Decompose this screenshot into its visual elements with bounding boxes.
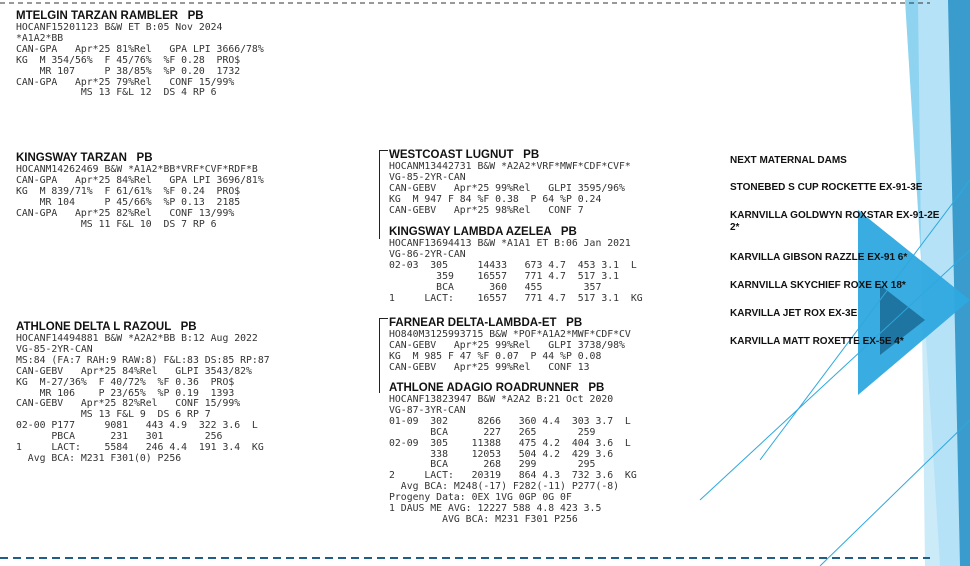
grandsire-line: CAN-GPA Apr*25 82%Rel CONF 13/99%: [16, 207, 235, 219]
pedigree-bracket-maternal: [379, 318, 388, 393]
mgs-sire-line: CAN-GEBV Apr*25 99%Rel GLPI 3738/98%: [389, 339, 625, 351]
pgs-dam-line: BCA 360 455 357: [389, 281, 602, 293]
pgs-dam-name: KINGSWAY LAMBDA AZELEA PB: [389, 226, 577, 238]
sire-line: *A1A2*BB: [16, 32, 64, 44]
sire-line: MR 107 P 38/85% %P 0.20 1732: [16, 65, 241, 77]
sire-block: [16, 9, 264, 99]
mgs-sire-line: CAN-GEBV Apr*25 99%Rel CONF 13: [389, 361, 590, 373]
mgs-sire-name: FARNEAR DELTA-LAMBDA-ET PB: [389, 317, 583, 329]
pgs-sire-line: VG-85-2YR-CAN: [389, 171, 466, 183]
maternal-dam-item: STONEBED S CUP ROCKETTE EX-91-3E: [730, 182, 923, 193]
grandsire-line: MR 104 P 45/66% %P 0.13 2185: [16, 196, 241, 208]
mgs-dam-line: HOCANF13823947 B&W *A2A2 B:21 Oct 2020: [389, 394, 614, 405]
sire-name: MTELGIN TARZAN RAMBLER PB: [16, 10, 204, 22]
grandsire-block: [16, 151, 264, 230]
dam-line: 02-00 P177 9081 443 4.9 322 3.6 L: [16, 420, 258, 432]
dam-line: MR 106 P 23/65% %P 0.19 1393: [16, 387, 235, 399]
maternal-dam-item: KARNVILLA GOLDWYN ROXSTAR EX-91-2E 2*: [730, 210, 940, 233]
sire-line: CAN-GPA Apr*25 81%Rel GPA LPI 3666/78%: [16, 43, 264, 55]
dam-line: KG M-27/36% F 40/72% %F 0.36 PRO$: [16, 376, 235, 388]
mgs-dam-line: Avg BCA: M248(-17) F282(-11) P277(-8): [389, 481, 620, 493]
dam-line: VG-85-2YR-CAN: [16, 343, 93, 355]
pgs-dam-line: VG-86-2YR-CAN: [389, 248, 466, 260]
dam-line: MS:84 (FA:7 RAH:9 RAW:8) F&L:83 DS:85 RP:87: [16, 354, 270, 366]
dam-line: HOCANF14494881 B&W *A2A2*BB B:12 Aug 2022: [16, 333, 258, 344]
grandsire-line: KG M 839/71% F 61/61% %F 0.24 PRO$: [16, 185, 241, 197]
maternal-dam-item: KARVILLA GIBSON RAZZLE EX-91 6*: [730, 252, 908, 263]
mgs-dam-line: BCA 268 299 295: [389, 459, 596, 471]
sire-line: HOCANF15201123 B&W ET B:05 Nov 2024: [16, 22, 223, 33]
maternal-dams-header: NEXT MATERNAL DAMS: [730, 155, 847, 166]
mgs-dam-line: AVG BCA: M231 F301 P256: [389, 513, 578, 525]
dam-line: MS 13 F&L 9 DS 6 RP 7: [16, 409, 211, 421]
pgs-dam-line: 1 LACT: 16557 771 4.7 517 3.1 KG: [389, 292, 643, 304]
pgs-dam-line: 02-03 305 14433 673 4.7 453 3.1 L: [389, 259, 637, 271]
mgs-dam-line: VG-87-3YR-CAN: [389, 404, 466, 416]
maternal-dam-item: KARVILLA JET ROX EX-3E: [730, 308, 858, 319]
mgs-dam-line: BCA 227 265 259: [389, 426, 596, 438]
pedigree-bracket-paternal: [379, 150, 388, 239]
dam-line: PBCA 231 301 256: [16, 431, 223, 443]
pgs-dam-block: [389, 225, 643, 304]
grandsire-line: HOCANM14262469 B&W *A1A2*BB*VRF*CVF*RDF*B: [16, 164, 258, 175]
sire-line: KG M 354/56% F 45/76% %F 0.28 PRO$: [16, 54, 241, 66]
maternal-dam-item: KARVILLA MATT ROXETTE EX-5E 4*: [730, 336, 904, 347]
mgs-dam-line: 01-09 302 8266 360 4.4 303 3.7 L: [389, 415, 631, 427]
mgs-sire-line: KG M 985 F 47 %F 0.07 P 44 %P 0.08: [389, 350, 602, 362]
maternal-dam-item: KARNVILLA SKYCHIEF ROXE EX 18*: [730, 280, 906, 291]
mgs-dam-line: 1 DAUS ME AVG: 12227 588 4.8 423 3.5: [389, 503, 602, 515]
pgs-dam-line: HOCANF13694413 B&W *A1A1 ET B:06 Jan 2021: [389, 238, 631, 249]
pgs-sire-name: WESTCOAST LUGNUT PB: [389, 149, 540, 161]
mgs-sire-line: HO840M3125993715 B&W *POF*A1A2*MWF*CDF*CV: [389, 329, 631, 340]
pgs-sire-line: CAN-GEBV Apr*25 99%Rel GLPI 3595/96%: [389, 182, 625, 194]
mgs-dam-line: 02-09 305 11388 475 4.2 404 3.6 L: [389, 437, 631, 449]
dam-line: CAN-GEBV Apr*25 82%Rel CONF 15/99%: [16, 398, 241, 410]
dam-block: [16, 320, 270, 465]
grandsire-line: MS 11 F&L 10 DS 7 RP 6: [16, 218, 217, 230]
mgs-dam-block: [389, 381, 637, 526]
mgs-dam-line: 2 LACT: 20319 864 4.3 732 3.6 KG: [389, 470, 637, 482]
grandsire-line: CAN-GPA Apr*25 84%Rel GPA LPI 3696/81%: [16, 174, 264, 186]
sire-line: MS 13 F&L 12 DS 4 RP 6: [16, 87, 217, 99]
pgs-sire-line: CAN-GEBV Apr*25 98%Rel CONF 7: [389, 204, 584, 216]
pgs-sire-line: KG M 947 F 84 %F 0.38 P 64 %P 0.24: [389, 193, 602, 205]
mgs-dam-name: ATHLONE ADAGIO ROADRUNNER PB: [389, 382, 605, 394]
grandsire-name: KINGSWAY TARZAN PB: [16, 152, 153, 164]
pgs-sire-block: [389, 148, 631, 217]
mgs-dam-line: Progeny Data: 0EX 1VG 0GP 0G 0F: [389, 492, 572, 504]
dam-line: Avg BCA: M231 F301(0) P256: [16, 452, 182, 464]
mgs-dam-line: 338 12053 504 4.2 429 3.6: [389, 448, 614, 460]
dam-line: 1 LACT: 5584 246 4.4 191 3.4 KG: [16, 442, 264, 454]
mgs-sire-block: [389, 316, 631, 374]
dam-line: CAN-GEBV Apr*25 84%Rel GLPI 3543/82%: [16, 365, 252, 377]
sire-line: CAN-GPA Apr*25 79%Rel CONF 15/99%: [16, 76, 235, 88]
dam-name: ATHLONE DELTA L RAZOUL PB: [16, 321, 197, 333]
pgs-dam-line: 359 16557 771 4.7 517 3.1: [389, 270, 620, 282]
pgs-sire-line: HOCANM13442731 B&W *A2A2*VRF*MWF*CDF*CVF*: [389, 161, 631, 172]
